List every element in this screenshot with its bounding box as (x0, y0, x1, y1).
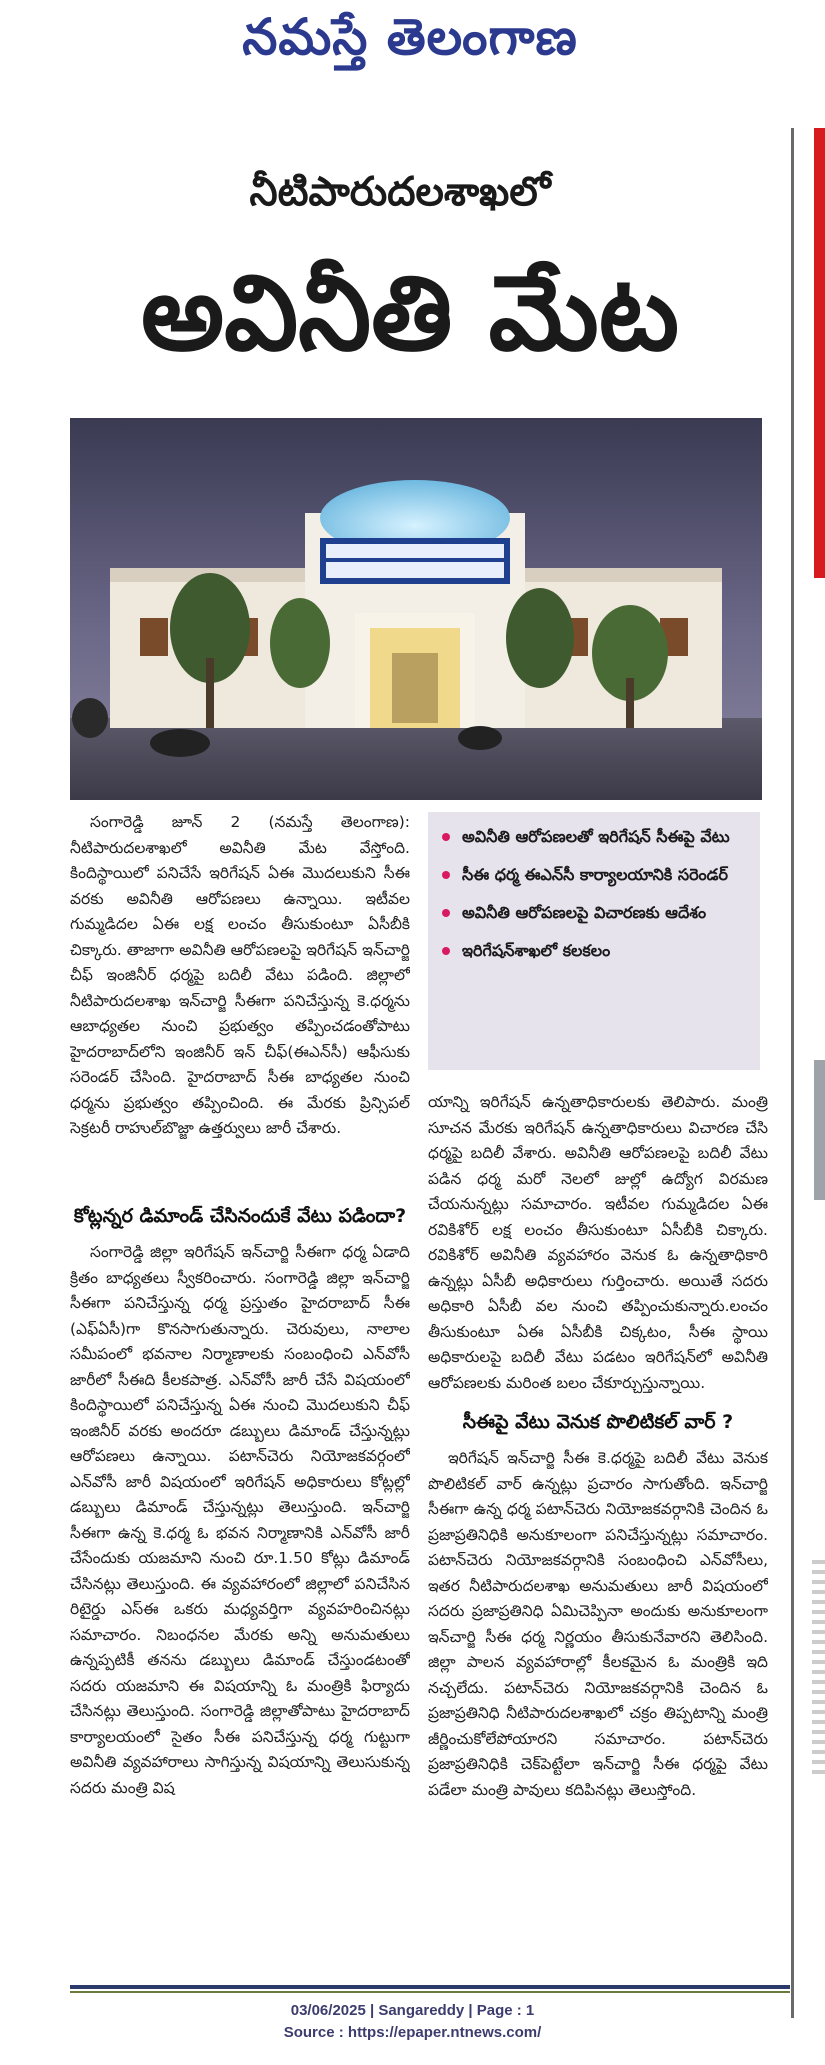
footer-edition-info: 03/06/2025 | Sangareddy | Page : 1 (290, 2002, 535, 2019)
highlight-item (440, 860, 748, 890)
footer-source: Source : https://epaper.ntnews.com/ (283, 2024, 542, 2041)
masthead-title: నమస్తే తెలంగాణ (242, 7, 578, 66)
article-column-right (428, 1090, 768, 2020)
footer-rule-secondary (70, 1991, 790, 1993)
adjacent-page-strip-grey (814, 1060, 825, 1200)
subheading-crores-demand: కోట్లన్నర డిమాండ్ చేసినందుకే వేటు పడిందా? (73, 1205, 407, 1227)
adjacent-page-strip (814, 128, 825, 578)
highlights-box (428, 812, 760, 1070)
article-paragraph: సంగారెడ్డి జిల్లా ఇరిగేషన్ ఇన్‌చార్జి సీఈగా ధర్మ ఏడాది క్రితం బాధ్యతలు స్వీకరించారు. సంగారెడ్డి జిల్లా ఇన్‌చార్జి సీఈగా పనిచేస్తున్న ధర్మ ప్రస్తుతం హైదరాబాద్ సీఈ (ఎఫ్ఏసీ)గా కొనసాగుతున్నారు. చెరువులు, నాలాల సమీపంలో భవనాల నిర్మాణాలకు సంబంధించి ఎన్‌వోసీ జారీలో సీఈది కీలకపాత్ర. ఎన్‌వోసీ జారీ చేసే విషయంలో కిందిస్థాయిలో పనిచేస్తున్న ఏఈ నుంచి మొదలుకుని చీఫ్ ఇంజినీర్ వరకు అందరూ డబ్బులు డిమాండ్ చేస్తున్నట్లు ఆరోపణలు ఉన్నాయి. పటాన్‌చెరు నియోజకవర్గంలో ఎన్‌వోసీ జారీ విషయంలో ఇరిగేషన్ అధికారులు కోట్లల్లో డబ్బులు డిమాండ్ చేస్తున్నట్లు తెలుస్తుంది. ఇన్‌చార్జి సీఈగా ఉన్న కె.ధర్మ ఓ భవన నిర్మాణానికి ఎన్‌వోసీ జారీ చేసేందుకు యజమాని నుంచి రూ.1.50 కోట్లు డిమాండ్ చేసినట్లు తెలుస్తుంది. ఈ వ్యవహారంలో జిల్లాలో పనిచేసిన రిటైర్డు ఎస్ఈ ఒకరు మధ్యవర్తిగా వ్యవహరించినట్లు సమాచారం. నిబంధనల మేరకు అన్ని అనుమతులు ఉన్నప్పటికీ తనను డబ్బులు డిమాండ్ చేస్తుండటంతో సదరు యజమాని ఈ విషయాన్ని ఓ మంత్రికి ఫిర్యాదు చేసినట్లు తెలుస్తుంది. సంగారెడ్డి జిల్లాతోపాటు హైదరాబాద్ కార్యాలయంలో సైతం సీఈ పనిచేస్తున్న ధర్మ గుట్టుగా అవినీతి వ్యవహారాలు సాగిస్తున్న విషయాన్ని తెలుసుకున్న సదరు మంత్రి విష (70, 1243, 410, 1797)
article-headline: అవినీతి మేట (140, 252, 679, 374)
footer-rule (70, 1985, 790, 1989)
article-paragraph: సంగారెడ్డి జూన్ 2 (నమస్తే తెలంగాణ): నీటిపారుదలశాఖలో అవినీతి మేట వేస్తోంది. కిందిస్థాయిలో పనిచేసే ఇరిగేషన్ ఏఈ మొదలుకుని సీఈ వరకు అవినీతి ఆరోపణలు ఉన్నాయి. ఇటీవల గుమ్మడిదల ఏఈ లక్ష లంచం తీసుకుంటూ ఏసీబీకి చిక్కారు. తాజాగా అవినీతి ఆరోపణలపై ఇరిగేషన్ ఇన్‌చార్జి చీఫ్ ఇంజినీర్ ధర్మపై బదిలీ వేటు పడింది. జిల్లాలో నీటిపారుదలశాఖ ఇన్‌చార్జి సీఈగా పనిచేస్తున్న కె.ధర్మను ఆబాధ్యతల నుంచి ప్రభుత్వం తప్పించడంతోపాటు హైదరాబాద్‌లోని ఇంజినీర్ ఇన్ చీఫ్(ఈఎన్‌సీ) ఆఫీసుకు సరెండర్ చేసింది. హైదరాబాద్ సీఈ బాధ్యతల నుంచి ధర్మను ప్రభుత్వం తప్పించింది. ఈ మేరకు ప్రిన్సిపల్ సెక్రటరీ రాహుల్‌బొజ్జా ఉత్తర్వులు జారీ చేశారు. (70, 813, 410, 1137)
highlight-item (440, 898, 748, 928)
article-photo (70, 418, 762, 800)
highlight-text: అవినీతి ఆరోపణలపై విచారణకు ఆదేశం (462, 903, 707, 922)
highlight-text: ఇరిగేషన్‌శాఖలో కలకలం (462, 941, 611, 960)
bullet-icon (442, 909, 450, 917)
bullet-icon (442, 947, 450, 955)
article-column-left-bottom (70, 1190, 410, 1990)
highlight-item (440, 822, 748, 852)
highlights-list (440, 822, 748, 966)
highlight-text: అవినీతి ఆరోపణలతో ఇరిగేషన్ సీఈపై వేటు (462, 827, 730, 846)
bullet-icon (442, 871, 450, 879)
adjacent-page-dots (812, 1560, 825, 1780)
article-kicker: నీటిపారుదలశాఖలో (249, 169, 551, 215)
subheading-political-war: సీఈపై వేటు వెనుక పొలిటికల్ వార్ ? (462, 1411, 734, 1433)
article-paragraph: ఇరిగేషన్ ఇన్‌చార్జి సీఈ కె.ధర్మపై బదిలీ వేటు వెనుక పొలిటికల్ వార్ ఉన్నట్లు ప్రచారం సాగుతోంది. ఇన్‌చార్జి సీఈగా ఉన్న ధర్మ పటాన్‌చెరు నియోజకవర్గానికి చెందిన ఓ ప్రజాప్రతినిధికి అనుకూలంగా పనిచేస్తున్నట్లు సమాచారం. పటాన్‌చెరు నియోజకవర్గానికి సంబంధించి ఎన్‌వోసీలు, ఇతర నీటిపారుదలశాఖ అనుమతులు జారీ విషయంలో సదరు ప్రజాప్రతినిధి ఏమిచెప్పినా అందుకు అనుకూలంగా ఇన్‌చార్జి సీఈ ధర్మ నిర్ణయం తీసుకునేవారని తెలిసింది. జిల్లా పాలన వ్యవహారాల్లో కీలకమైన ఓ మంత్రికి ఇది నచ్చలేదు. పటాన్‌చెరు నియోజకవర్గానికి చెందిన ఓ ప్రజాప్రతినిధి నీటిపారుదలశాఖలో చక్రం తిప్పటాన్ని మంత్రి జీర్ణించుకోలేపోయారని సమాచారం. పటాన్‌చెరు ప్రజాప్రతినిధికి చెక్‌పెట్టేలా ఇన్‌చార్జి సీఈ ధర్మపై వేటు పడేలా మంత్రి పావులు కదిపినట్లు తెలుస్తోంది. (428, 1449, 768, 1799)
highlight-text: సీఈ ధర్మ ఈఎన్‌సీ కార్యాలయానికి సరెండర్ (462, 865, 728, 884)
article-column-left-top (70, 810, 410, 1190)
article-paragraph: యాన్ని ఇరిగేషన్ ఉన్నతాధికారులకు తెలిపారు. మంత్రి సూచన మేరకు ఇరిగేషన్ ఉన్నతాధికారులు విచారణ చేసి ధర్మపై బదిలీ వేశారు. అవినీతి ఆరోపణలపై బదిలీ వేటు పడిన ధర్మ మరో నెలలో జుల్లో ఉద్యోగ విరమణ చేయనున్నట్లు సమాచారం. ఇటీవల గుమ్మడిదల ఏఈ రవికిశోర్ లక్ష లంచం తీసుకుంటూ ఏసీబీకి చిక్కారు. రవికిశోర్ అవినీతి వ్యవహారం వెనుక ఓ ఉన్నతాధికారి ఉన్నట్లు ఏసీబీ అధికారులు గుర్తించారు. అయితే సదరు అధికారి ఏసీబీ వల నుంచి తప్పించుకున్నారు.లంచం తీసుకుంటూ ఏఈ ఏసీబీకి చిక్కటం, సీఈ స్థాయి అధికారులపై బదిలీ వేటు పడటం ఇరిగేషన్‌లో అవినీతి ఆరోపణలకు మరింత బలం చేకూర్చుస్తున్నాయి. (428, 1093, 768, 1392)
column-divider (791, 128, 794, 2018)
building-photo-illustration (70, 418, 762, 800)
bullet-icon (442, 833, 450, 841)
highlight-item (440, 936, 748, 966)
